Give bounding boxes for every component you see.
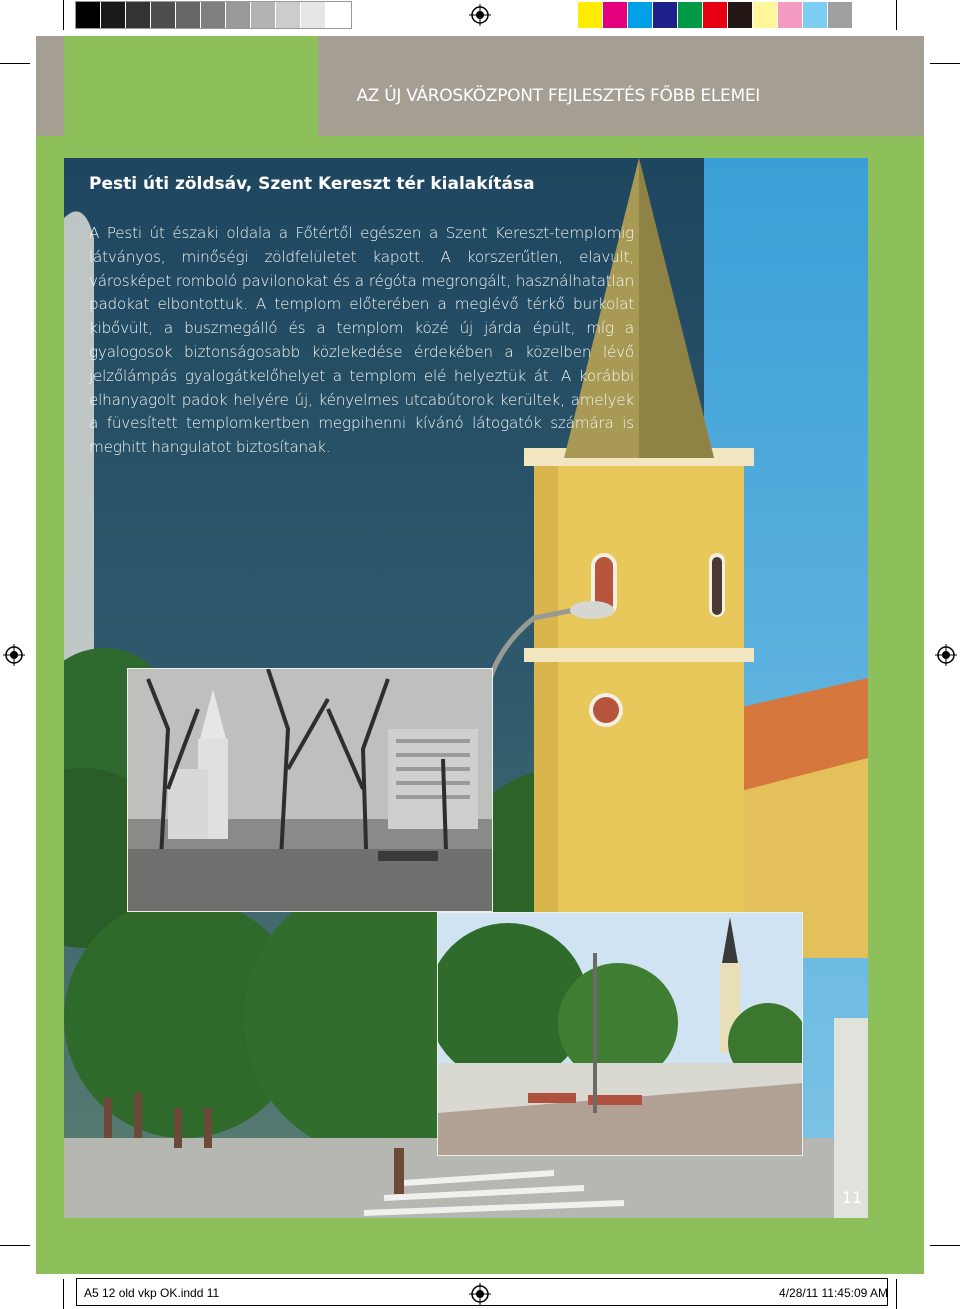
color-swatch — [653, 2, 678, 28]
section-header-title: AZ ÚJ VÁROSKÖZPONT FEJLESZTÉS FŐBB ELEMEI — [356, 86, 760, 106]
header-green-block — [64, 36, 318, 136]
color-swatch — [628, 2, 653, 28]
color-swatch — [578, 2, 603, 28]
gray-swatch — [276, 2, 301, 28]
color-swatch — [753, 2, 778, 28]
old-photo-bw — [127, 668, 493, 912]
crop-mark — [63, 0, 64, 30]
crop-mark — [0, 63, 30, 64]
gray-swatch — [201, 2, 226, 28]
gray-swatch — [126, 2, 151, 28]
page-number: 11 — [841, 1188, 863, 1207]
color-swatch — [828, 2, 853, 28]
crop-mark — [63, 1279, 64, 1309]
process-color-bar — [578, 2, 853, 28]
crop-mark — [896, 0, 897, 30]
gray-swatch — [226, 2, 251, 28]
gray-swatch — [151, 2, 176, 28]
color-swatch — [803, 2, 828, 28]
registration-mark-top-icon — [469, 4, 491, 26]
crop-mark — [896, 1279, 897, 1309]
color-swatch — [703, 2, 728, 28]
gray-swatch — [326, 2, 351, 28]
gray-swatch — [301, 2, 326, 28]
gray-swatch — [76, 2, 101, 28]
gray-swatch — [251, 2, 276, 28]
color-swatch — [678, 2, 703, 28]
registration-mark-right-icon — [935, 644, 957, 666]
gray-color-bar — [76, 2, 351, 28]
new-photo-square — [437, 912, 803, 1156]
color-swatch — [778, 2, 803, 28]
article-title: Pesti úti zöldsáv, Szent Kereszt tér kialakítása — [89, 174, 535, 194]
crop-mark — [930, 63, 960, 64]
color-swatch — [728, 2, 753, 28]
color-swatch — [603, 2, 628, 28]
gray-swatch — [101, 2, 126, 28]
registration-mark-left-icon — [3, 644, 25, 666]
slug-timestamp: 4/28/11 11:45:09 AM — [779, 1286, 888, 1300]
article-body: A Pesti út északi oldala a Főtértől egészen a Szent Kereszt-templomig látványos, minőségi zöldfelületet kapott. A korszerűtlen, elavult, városképet romboló pavilonokat és a régóta megrongált, használhatatlan padokat elbontottuk. A templom előterében a meglévő térkő burkolat kibővült, a buszmegálló és a templom közé új járda épült, míg a gyalogosok biztonságosabb közlekedése érdekében a közelben lévő jelzőlámpás gyalogátkelőhelyet a templom elé helyeztük át. A korábbi elhanyagolt padok helyére új, kényelmes utcabútorok kerültek, amelyek a füvesített templomkertben megpihenni kívánó látogatók számára is meghitt hangulatot biztosítanak. — [89, 224, 634, 457]
crop-mark — [0, 1245, 30, 1246]
slug-file-name: A5 12 old vkp OK.indd 11 — [84, 1286, 220, 1300]
gray-swatch — [176, 2, 201, 28]
crop-mark — [930, 1245, 960, 1246]
